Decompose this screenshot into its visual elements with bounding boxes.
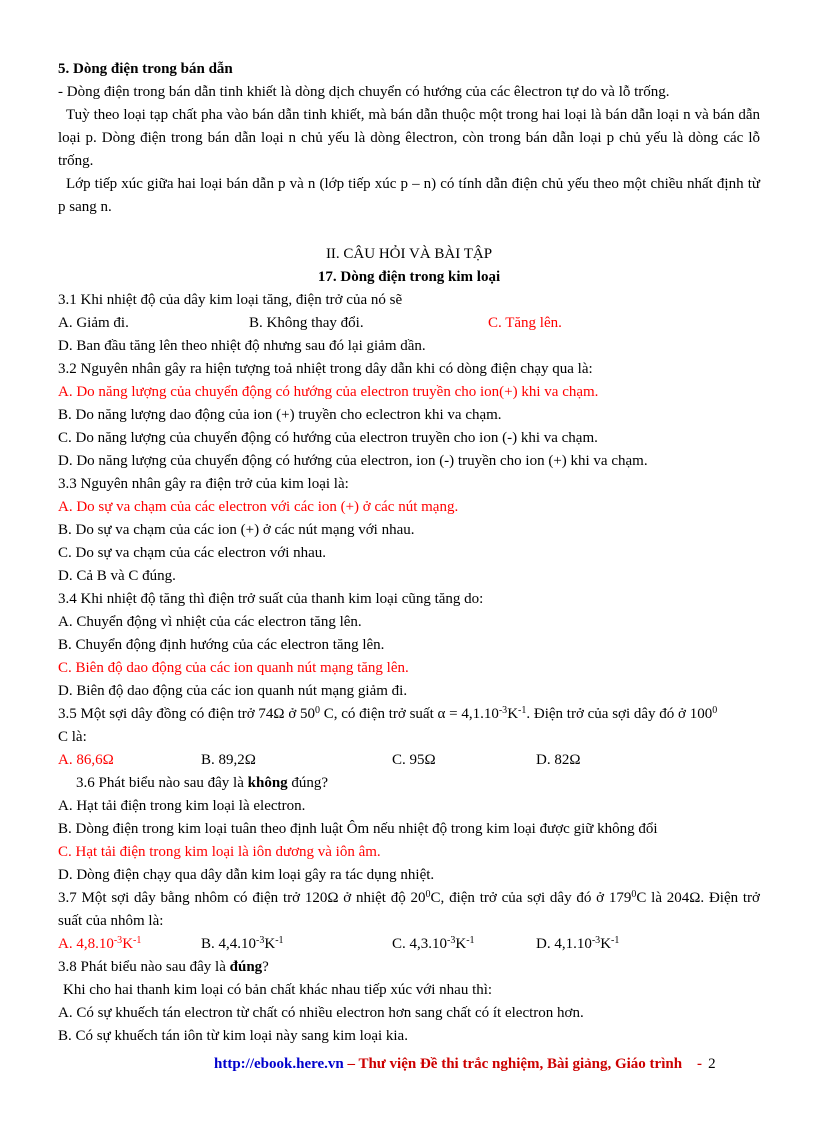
option-d: D. 82Ω — [536, 752, 581, 768]
option-b: B. Không thay đổi. — [249, 315, 364, 331]
theory-paragraph-1: - Dòng điện trong bán dẫn tinh khiết là dòng dịch chuyển có hướng của các êlectron tự do và lỗ trống. — [58, 84, 670, 100]
q37-text-3: C là 204Ω. Điện trở suất của nhôm là: — [58, 890, 760, 929]
question-3-3: 3.3 Nguyên nhân gây ra điện trở của kim loại là: — [58, 476, 349, 492]
q35-sup-4: 0 — [712, 705, 718, 716]
q35-sup-1: 0 — [315, 705, 321, 716]
q35-text-5: C là: — [58, 729, 87, 745]
question-3-8-intro: Khi cho hai thanh kim loại có bản chất khác nhau tiếp xúc với nhau thì: — [63, 982, 493, 998]
question-3-1: 3.1 Khi nhiệt độ của dây kim loại tăng, điện trở của nó sẽ — [58, 292, 403, 308]
option-d: D. Biên độ dao động của các ion quanh nút mạng giảm đi. — [58, 683, 408, 699]
option-b: B. Dòng điện trong kim loại tuân theo định luật Ôm nếu nhiệt độ trong kim loại được giữ không đổi — [58, 821, 658, 837]
option-b: B. Chuyển động định hướng của các electron tăng lên. — [58, 637, 385, 653]
q38-text-post: ? — [262, 959, 269, 975]
option-c-unit-exp: -1 — [466, 935, 475, 946]
option-d — [536, 933, 619, 956]
q36-text-bold: không — [247, 775, 288, 791]
q38-text-pre: 3.8 Phát biểu nào sau đây là — [58, 959, 230, 975]
option-c: C. Do năng lượng của chuyển động có hướng của electron truyền cho ion (-) khi va chạm. — [58, 430, 598, 446]
option-b-base: B. 4,4.10 — [201, 936, 257, 952]
option-d-unit: K — [600, 936, 612, 952]
option-c-correct: C. Tăng lên. — [488, 315, 562, 331]
question-3-7 — [58, 887, 760, 933]
option-c-correct: C. Hạt tải điện trong kim loại là iôn dương và iôn âm. — [58, 844, 381, 860]
option-c-correct: C. Biên độ dao động của các ion quanh nút mạng tăng lên. — [58, 660, 409, 676]
spacer — [58, 219, 760, 231]
page-footer — [214, 1053, 716, 1076]
q36-text-pre: 3.6 Phát biểu nào sau đây là — [76, 775, 248, 791]
footer-library-text: – Thư viện Đề thi trắc nghiệm, Bài giảng, Giáo trình - — [343, 1056, 703, 1072]
option-c: C. Do sự va chạm của các electron với nhau. — [58, 545, 327, 561]
option-d: D. Cả B và C đúng. — [58, 568, 176, 584]
options-3-1 — [58, 312, 760, 335]
option-b-exp: -3 — [256, 935, 265, 946]
page-number: 2 — [708, 1056, 716, 1072]
option-b-unit: K — [264, 936, 276, 952]
option-a-correct — [58, 933, 201, 956]
option-d-base: D. 4,1.10 — [536, 936, 592, 952]
question-3-8 — [58, 956, 760, 979]
option-a: A. Có sự khuếch tán electron từ chất có nhiều electron hơn sang chất có ít electron hơn. — [58, 1005, 584, 1021]
option-a: A. Hạt tải điện trong kim loại là electron. — [58, 798, 306, 814]
section-title: II. CÂU HỎI VÀ BÀI TẬP — [325, 246, 493, 262]
option-d: D. Dòng điện chạy qua dây dẫn kim loại gây ra tác dụng nhiệt. — [58, 867, 435, 883]
question-3-5 — [58, 703, 760, 749]
option-b: B. Do năng lượng dao động của ion (+) truyền cho eclectron khi va chạm. — [58, 407, 502, 423]
option-d-exp: -3 — [591, 935, 601, 946]
option-a-exp: -3 — [113, 935, 123, 946]
q36-text-post: đúng? — [287, 775, 329, 791]
option-b: B. Có sự khuếch tán iôn từ kim loại này sang kim loại kia. — [58, 1028, 408, 1044]
option-b: B. Do sự va chạm của các ion (+) ở các nút mạng với nhau. — [58, 522, 415, 538]
option-c-unit: K — [455, 936, 467, 952]
question-3-2: 3.2 Nguyên nhân gây ra hiện tượng toả nhiệt trong dây dẫn khi có dòng điện chạy qua là: — [58, 361, 593, 377]
option-a-unit-exp: -1 — [133, 935, 142, 946]
question-3-4: 3.4 Khi nhiệt độ tăng thì điện trở suất của thanh kim loại cũng tăng do: — [58, 591, 484, 607]
subsection-title: 17. Dòng điện trong kim loại — [317, 269, 501, 285]
option-c — [392, 933, 536, 956]
spacer — [58, 231, 760, 243]
option-c-base: C. 4,3.10 — [392, 936, 448, 952]
q37-text-1: 3.7 Một sợi dây bằng nhôm có điện trở 120Ω ở nhiệt độ 20 — [58, 890, 426, 906]
option-b: B. 89,2Ω — [201, 752, 256, 768]
q38-text-bold: đúng — [229, 959, 263, 975]
option-c: C. 95Ω — [392, 752, 436, 768]
theory-heading: 5. Dòng điện trong bán dẫn — [58, 61, 233, 77]
option-a-unit: K — [122, 936, 134, 952]
q35-text-2: C, có điện trở suất α = 4,1.10 — [320, 706, 499, 722]
question-3-6 — [58, 772, 760, 795]
q35-text-1: 3.5 Một sợi dây đồng có điện trở 74Ω ở 50 — [58, 706, 316, 722]
footer-link[interactable]: http://ebook.here.vn — [214, 1056, 344, 1072]
q37-text-2: C, điện trở của sợi dây đó ở 179 — [430, 890, 632, 906]
option-a: A. Giảm đi. — [58, 315, 129, 331]
option-c-exp: -3 — [447, 935, 456, 946]
option-a-base: A. 4,8.10 — [58, 936, 114, 952]
option-d: D. Do năng lượng của chuyển động có hướng của electron, ion (-) truyền cho ion (+) khi va chạm. — [58, 453, 648, 469]
option-d-unit-exp: -1 — [611, 935, 620, 946]
option-d: D. Ban đầu tăng lên theo nhiệt độ nhưng sau đó lại giảm dần. — [58, 338, 426, 354]
options-3-7 — [58, 933, 760, 956]
q35-text-4: . Điện trở của sợi dây đó ở 100 — [526, 706, 713, 722]
option-a-correct: A. Do sự va chạm của các electron với các ion (+) ở các nút mạng. — [58, 499, 459, 515]
option-a-correct: A. Do năng lượng của chuyển động có hướng của electron truyền cho ion(+) khi va chạm. — [58, 384, 599, 400]
q35-sup-2: -3 — [498, 705, 508, 716]
q35-sup-3: -1 — [518, 705, 527, 716]
q37-sup-2: 0 — [631, 889, 637, 900]
option-b — [201, 933, 392, 956]
document-page — [58, 58, 760, 1048]
option-b-unit-exp: -1 — [275, 935, 284, 946]
options-3-5 — [58, 749, 760, 772]
theory-paragraph-3: Lớp tiếp xúc giữa hai loại bán dẫn p và n (lớp tiếp xúc p – n) có tính dẫn điện chủ yếu theo một chiều nhất định từ p sang n. — [58, 176, 760, 215]
option-a-correct: A. 86,6Ω — [58, 752, 114, 768]
theory-paragraph-2: Tuỳ theo loại tạp chất pha vào bán dẫn tinh khiết, mà bán dẫn thuộc một trong hai loại là bán dẫn loại n và bán dẫn loại p. Dòng điện trong bán dẫn loại n chủ yếu là dòng êlectron, còn trong bán dẫn loại p chủ yếu là dòng các lỗ trống. — [58, 107, 760, 169]
q35-text-3: K — [507, 706, 519, 722]
option-a: A. Chuyển động vì nhiệt của các electron tăng lên. — [58, 614, 362, 630]
q37-sup-1: 0 — [425, 889, 431, 900]
